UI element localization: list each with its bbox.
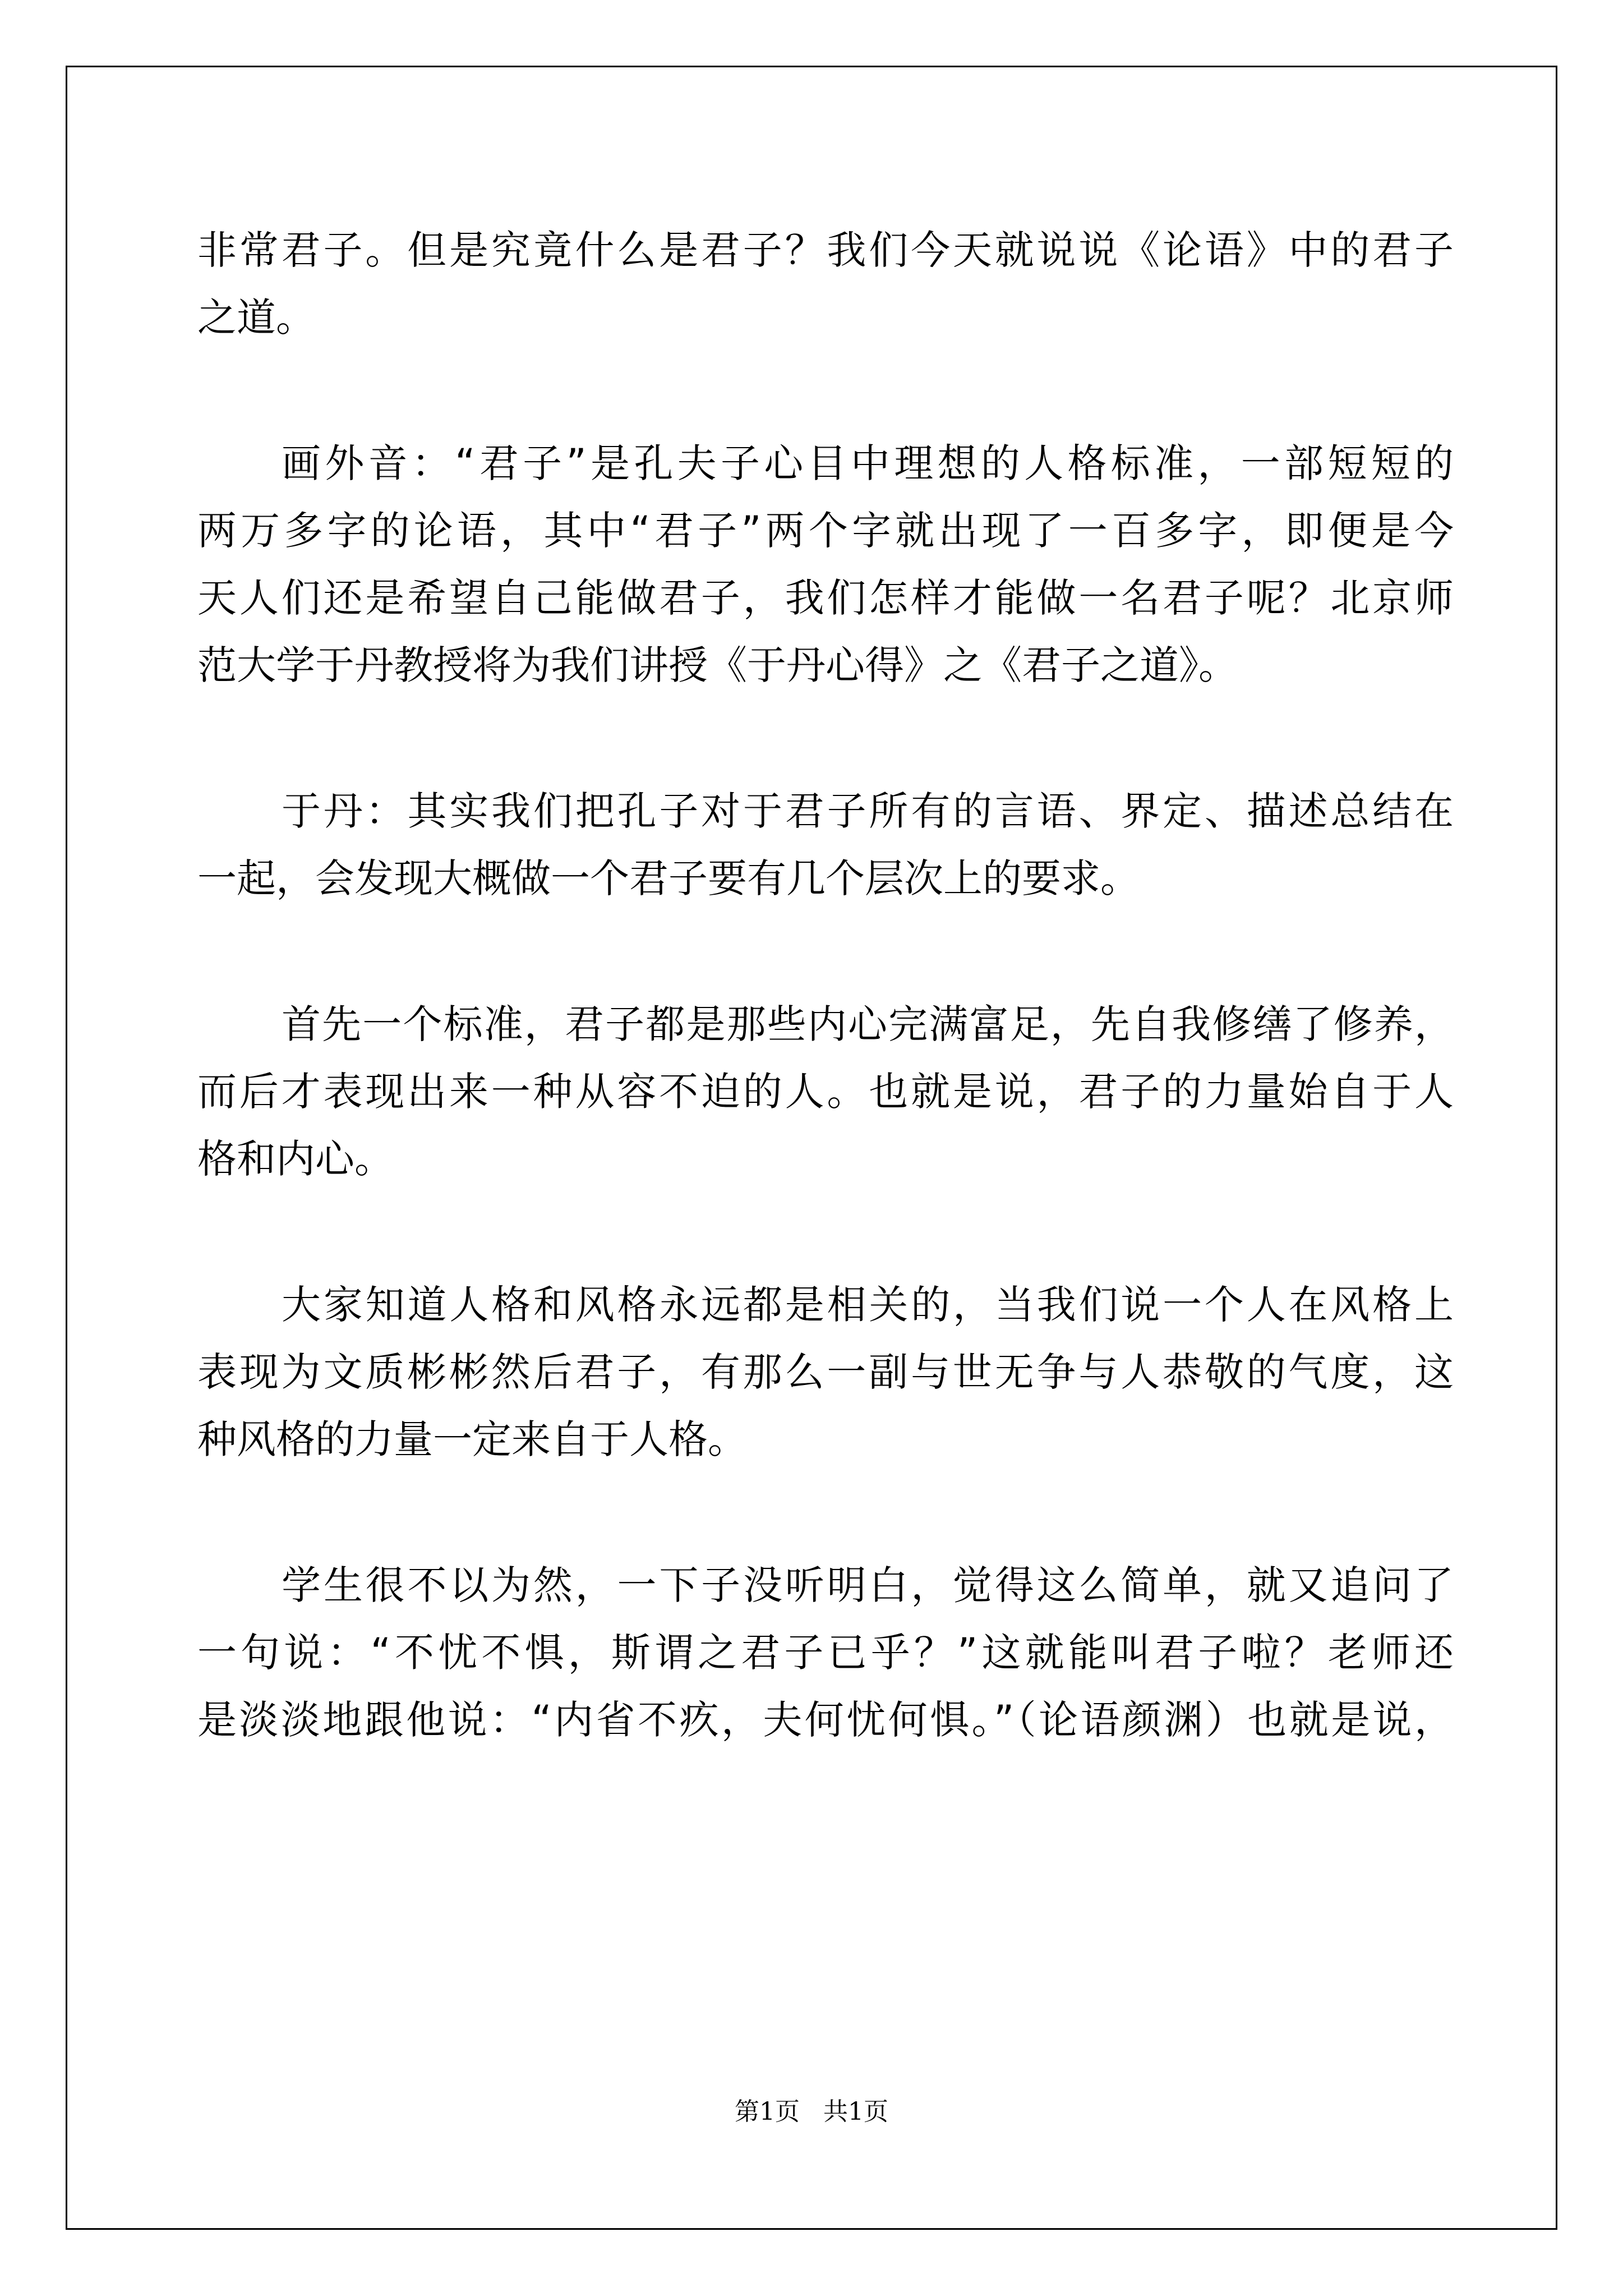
text-line: 是淡淡地跟他说：“内省不疚，夫何忧何惧。”（论语颜渊）也就是说， <box>197 1697 1454 1743</box>
text-line: 之道。 <box>197 295 315 341</box>
text-line: 表现为文质彬彬然后君子，有那么一副与世无争与人恭敬的气度，这 <box>197 1349 1454 1395</box>
text-line: 两万多字的论语，其中“君子”两个字就出现了一百多字，即便是今 <box>197 508 1454 554</box>
text-line: 首先一个标准，君子都是那些内心完满富足，先自我修缮了修养， <box>282 1001 1454 1047</box>
text-line: 种风格的力量一定来自于人格。 <box>197 1416 747 1462</box>
text-line: 格和内心。 <box>197 1136 394 1182</box>
text-line: 学生很不以为然，一下子没听明白，觉得这么简单，就又追问了 <box>282 1562 1454 1608</box>
text-line: 非常君子。但是究竟什么是君子？我们今天就说说《论语》中的君子 <box>197 227 1454 273</box>
text-line: 一句说：“不忧不惧，斯谓之君子已乎？”这就能叫君子啦？老师还 <box>197 1630 1454 1676</box>
text-line: 而后才表现出来一种从容不迫的人。也就是说，君子的力量始自于人 <box>197 1069 1454 1115</box>
text-line: 于丹：其实我们把孔子对于君子所有的言语、界定、描述总结在 <box>282 788 1454 834</box>
page-footer: 第1页 共1页 <box>735 2097 888 2126</box>
text-line: 天人们还是希望自己能做君子，我们怎样才能做一名君子呢？北京师 <box>197 575 1454 621</box>
text-line: 一起，会发现大概做一个君子要有几个层次上的要求。 <box>197 855 1140 901</box>
text-line: 画外音：“君子”是孔夫子心目中理想的人格标准，一部短短的 <box>282 440 1454 486</box>
text-line: 范大学于丹教授将为我们讲授《于丹心得》之《君子之道》。 <box>197 642 1238 688</box>
text-line: 大家知道人格和风格永远都是相关的，当我们说一个人在风格上 <box>282 1282 1454 1328</box>
